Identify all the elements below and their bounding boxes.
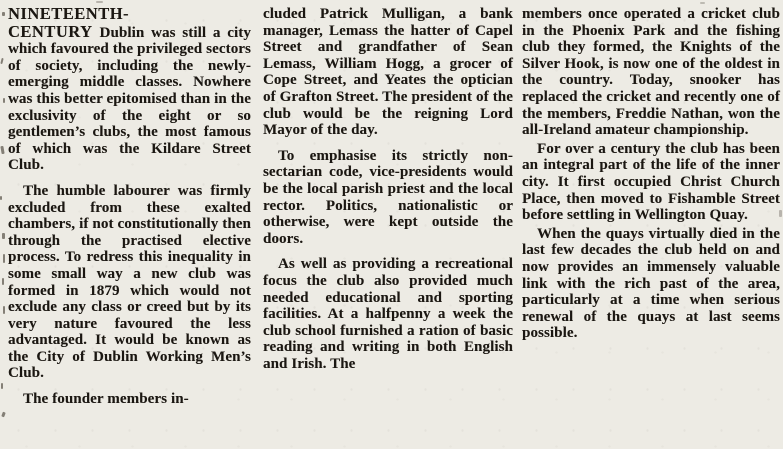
article-body: [8, 6, 780, 449]
lead-word: NINETEENTH-CENTURY: [8, 4, 130, 41]
paragraph: To emphasise its strictly non-sectarian code, vice-presidents would be the local parish priest and the local rector. Politics, nationalistic or otherwise, were kept outside the doors.: [263, 147, 513, 247]
paragraph: The humble labourer was firmly excluded from these exalted chambers, if not constitutionally then through the practised elective process. To redress this inequality in some small way a new club was formed in 1879 which would not exclude any class or creed but by its very nature favoured the less advantaged. It would be known as the City of Dublin Working Men’s Club.: [8, 182, 251, 382]
paragraph: When the quays virtually died in the last few decades the club held on and now provides an immensely valuable link with the rich past of the area, particularly at a time when serious renewal of the quays at last seems possible.: [522, 225, 780, 342]
scan-artifact: [96, 1, 103, 3]
article-column-2: [263, 6, 513, 449]
paragraph: The founder members in-: [23, 391, 189, 408]
scan-artifact: [700, 2, 705, 4]
paragraph: members once operated a cricket club in the Phoenix Park and the fishing club they formed, the Knights of the Silver Hook, is now one of the oldest in the country. Today, snooker has replaced the cricket and recently one of the members, Freddie Nathan, won the all-Ireland amateur championship.: [522, 6, 780, 139]
paragraph: As well as providing a recreational focus the club also provided much needed educational and sporting facilities. At a halfpenny a week the club school furnished a ration of basic reading and writing in both English and Irish. The: [263, 256, 513, 372]
scan-artifact: [3, 254, 5, 263]
scan-artifact: [3, 306, 5, 314]
scan-artifact: [1, 383, 3, 389]
paragraph: For over a century the club has been an integral part of the life of the inner city. It first occupied Christ Church Place, then moved to Fishamble Street before settling in Wellington Quay.: [522, 140, 780, 224]
scan-artifact: [2, 278, 4, 285]
paragraph-text: Dublin was still a city which favoured the privileged sectors of society, including the newly-emerging middle classes. Nowhere was this better epitomised than in the exclusivity of the eight or so gentlemen’s clubs, the most famous of which was the Kildare Street Club.: [8, 24, 251, 174]
paragraph: [8, 6, 251, 174]
scan-artifact: [3, 98, 5, 103]
paragraph: cluded Patrick Mulligan, a bank manager, Lemass the hatter of Capel Street and grandfather of Sean Lemass, William Hogg, a grocer of Cope Street, and Yeates the optician of Grafton Street. The president of the club would be the reigning Lord Mayor of the day.: [263, 6, 513, 139]
article-column-3: [522, 6, 780, 449]
scan-artifact: [2, 233, 5, 239]
scan-artifact: [1, 412, 6, 418]
scan-artifact: [0, 58, 3, 64]
scan-artifact: [0, 146, 4, 154]
scan-artifact: [2, 12, 5, 16]
scan-artifact: [0, 196, 2, 200]
article-column-1: [8, 6, 251, 449]
